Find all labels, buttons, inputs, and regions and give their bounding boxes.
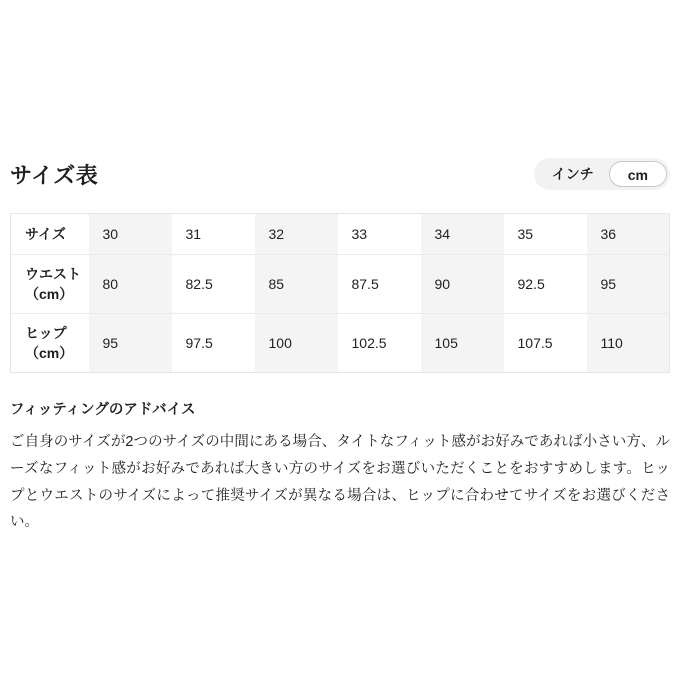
waist-value-cell: 80 — [89, 255, 172, 314]
size-value-cell: 33 — [351, 226, 368, 242]
hip-value-cell: 95 — [89, 314, 172, 373]
row-header-hip: ヒップ（cm） — [11, 314, 89, 373]
table-row-size — [11, 214, 670, 255]
hip-value-cell: 107.5 — [504, 314, 587, 373]
size-value-cell: 31 — [185, 226, 202, 242]
table-row-hip — [11, 314, 670, 373]
fitting-advice-section — [10, 398, 670, 536]
size-value-cell: 32 — [255, 214, 338, 255]
unit-option-cm[interactable]: cm — [609, 161, 667, 187]
waist-value-cell: 95 — [587, 255, 670, 314]
hip-value-cell: 105 — [421, 314, 504, 373]
size-value-cell: 34 — [421, 214, 504, 255]
page-title: サイズ表 — [10, 162, 99, 188]
hip-value-cell: 97.5 — [172, 314, 255, 373]
waist-value-cell: 87.5 — [338, 255, 421, 314]
waist-value-cell: 92.5 — [504, 255, 587, 314]
unit-toggle[interactable] — [534, 158, 670, 190]
hip-value-cell: 110 — [587, 314, 670, 373]
table-row-waist — [11, 255, 670, 314]
size-table — [10, 213, 670, 373]
size-value-cell: 30 — [89, 214, 172, 255]
row-header-size: サイズ — [25, 226, 66, 242]
size-value-cell: 36 — [587, 214, 670, 255]
waist-value-cell: 82.5 — [172, 255, 255, 314]
row-header-waist: ウエスト（cm） — [11, 255, 89, 314]
size-value-cell: 35 — [517, 226, 534, 242]
unit-option-inch[interactable]: インチ — [537, 161, 609, 187]
hip-value-cell: 100 — [255, 314, 338, 373]
waist-value-cell: 85 — [255, 255, 338, 314]
fitting-advice-body: ご自身のサイズが2つのサイズの中間にある場合、タイトなフィット感がお好みであれば小さい方、ルーズなフィット感がお好みであれば大きい方のサイズをお選びいただくことをおすすめします。ヒップとウエストのサイズによって推奨サイズが異なる場合は、ヒップに合わせてサイズをお選びください。 — [10, 434, 670, 531]
size-chart-header — [10, 158, 670, 190]
fitting-advice-heading: フィッティングのアドバイス — [10, 402, 196, 418]
hip-value-cell: 102.5 — [338, 314, 421, 373]
waist-value-cell: 90 — [421, 255, 504, 314]
